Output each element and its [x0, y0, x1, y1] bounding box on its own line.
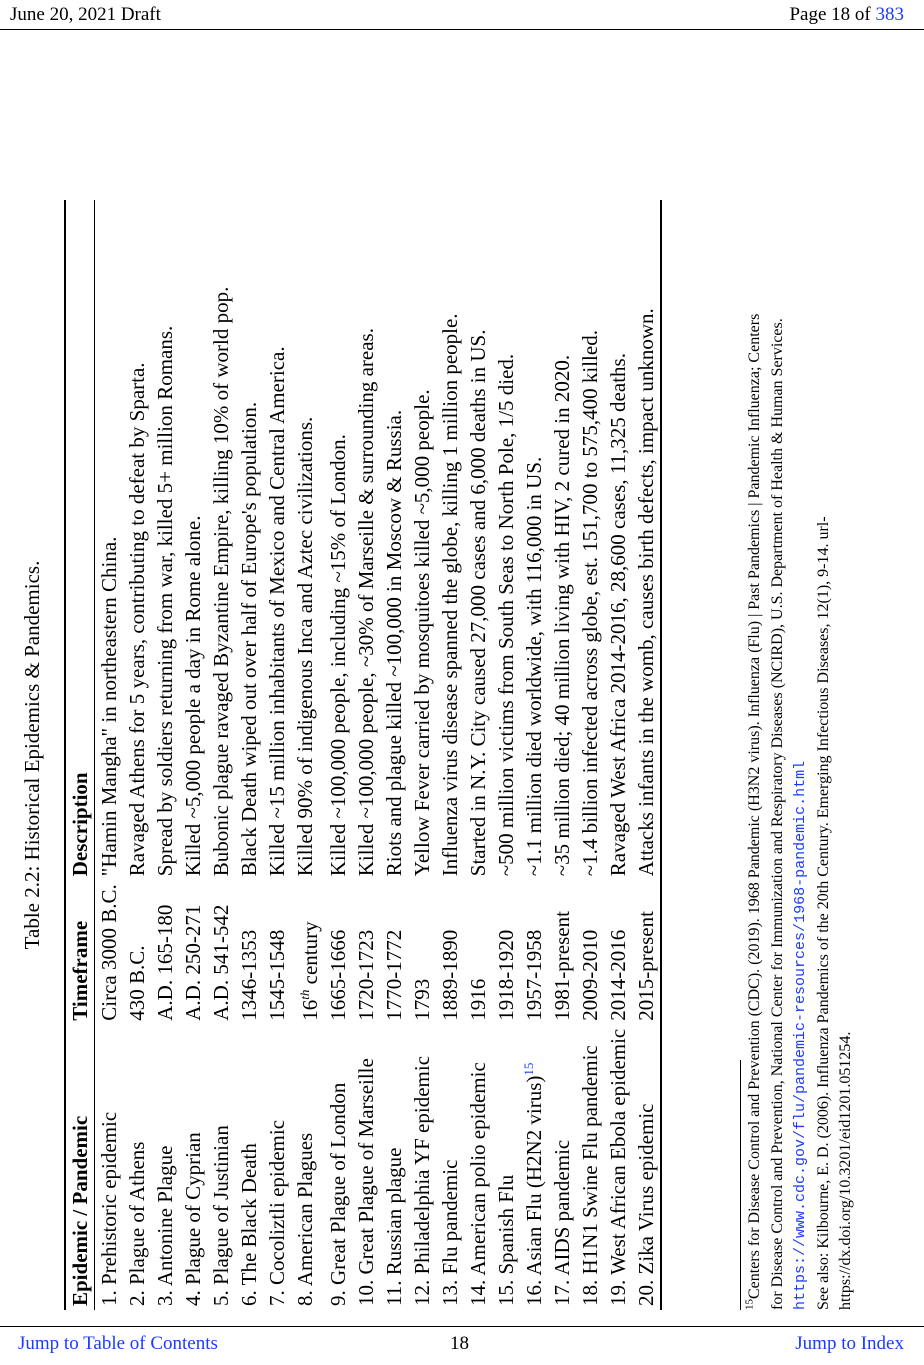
- table-row: [179, 200, 207, 1310]
- page-footer: [0, 1326, 924, 1365]
- timeframe-rest: century: [298, 921, 322, 990]
- cell-timeframe: 1957-1958: [522, 929, 546, 1021]
- footnote: [744, 50, 858, 1310]
- cell-description: Bubonic plague ravaged Byzantine Empire, killing 10% of world pop.: [209, 286, 233, 877]
- cell-timeframe: 1916: [466, 978, 490, 1021]
- cell-description: Riots and plague killed ~100,000 in Moscow & Russia.: [382, 409, 406, 877]
- footnote-url-link[interactable]: https://www.cdc.gov/flu/pandemic-resources/1968-pandemic.html: [792, 760, 809, 1310]
- cell-description: Killed 90% of indigenous Inca and Aztec civilizations.: [293, 416, 317, 877]
- cell-description: Attacks infants in the womb, causes birth defects, impact unknown.: [632, 200, 661, 880]
- cell-timeframe: 2009-2010: [578, 929, 602, 1021]
- cell-timeframe: 2014-2016: [606, 929, 630, 1021]
- cell-description: ~35 million died; 40 million living with HIV, 2 cured in 2020.: [550, 354, 574, 877]
- table-row: [263, 200, 291, 1310]
- footnote-text-1: Centers for Disease Control and Prevention (CDC). (2019). 1968 Pandemic (H3N2 virus). Influenza (Flu) | Past Pandemics | Pandemic Influenza; Centers: [746, 313, 763, 1299]
- table-caption: Table 2.2: Historical Epidemics & Pandemics.: [20, 560, 44, 950]
- cell-epidemic: 15. Spanish Flu: [494, 1174, 518, 1306]
- table-row: [123, 200, 151, 1310]
- col-header-description: Description: [65, 200, 95, 880]
- cell-timeframe: 1545-1548: [265, 929, 289, 1021]
- table-row: [380, 200, 408, 1310]
- footnote-line-5[interactable]: https://dx.doi.org/10.3201/eid1201.051254.: [837, 1031, 854, 1310]
- footnote-line-1: [744, 50, 767, 1310]
- cell-timeframe: [291, 880, 324, 1025]
- table-row: [520, 200, 548, 1310]
- cell-epidemic: 7. Cocoliztli epidemic: [265, 1119, 289, 1306]
- cell-timeframe: 1720-1723: [354, 929, 378, 1021]
- cell-epidemic: 6. The Black Death: [237, 1143, 261, 1306]
- cell-timeframe: A.D. 250-271: [181, 904, 205, 1021]
- cell-epidemic: 18. H1N1 Swine Flu pandemic: [578, 1045, 602, 1306]
- table-row: [291, 200, 324, 1310]
- table-row: [492, 200, 520, 1310]
- table-row: [151, 200, 179, 1310]
- cell-timeframe: Circa 3000 B.C.: [97, 884, 121, 1021]
- cell-epidemic: 4. Plague of Cyprian: [181, 1132, 205, 1306]
- cell-description: Killed ~5,000 people a day in Rome alone.: [181, 515, 205, 877]
- footnote-line-2: for Disease Control and Prevention, National Center for Immunization and Respiratory Diseases (NCIRD), U.S. Department of Health & Human Services.: [768, 318, 786, 1310]
- cell-description: Influenza virus disease spanned the globe, killing 1 million people.: [438, 313, 462, 877]
- cell-epidemic: 1. Prehistoric epidemic: [97, 1111, 121, 1306]
- cell-epidemic: 2. Plague of Athens: [125, 1141, 149, 1306]
- index-link[interactable]: Jump to Index: [795, 1333, 904, 1354]
- table-row: [604, 200, 632, 1310]
- epidemics-table: [64, 200, 662, 1310]
- table-row: [464, 200, 492, 1310]
- cell-description: "Hamin Mangha" in northeastern China.: [97, 536, 121, 877]
- table-row: [207, 200, 235, 1310]
- table-row: [95, 200, 124, 1310]
- cell-epidemic: 3. Antonine Plague: [153, 1145, 177, 1306]
- rotated-table-page: [12, 20, 907, 1310]
- footnote-ref-link[interactable]: 15: [521, 1062, 536, 1076]
- total-pages-link[interactable]: 383: [875, 4, 904, 25]
- footnote-rule: [740, 1060, 741, 1310]
- footnote-line-4: See also: Kilbourne, E. D. (2006). Influenza Pandemics of the 20th Century. Emerging Infectious Diseases, 12(1), 9-14. url-: [814, 516, 832, 1310]
- timeframe-base: 16: [298, 999, 322, 1021]
- cell-description: ~1.4 billion infected across globe, est. 151,700 to 575,400 killed.: [578, 330, 602, 877]
- cell-timeframe: 2015-present: [632, 880, 661, 1025]
- table-row: [324, 200, 352, 1310]
- cell-description: ~1.1 million died worldwide, with 116,000 in US.: [522, 456, 546, 877]
- page-prefix: Page 18 of: [789, 4, 871, 25]
- toc-link[interactable]: Jump to Table of Contents: [18, 1333, 218, 1354]
- table-row: [235, 200, 263, 1310]
- col-header-epidemic: Epidemic / Pandemic: [65, 1025, 95, 1310]
- table-row: [632, 200, 661, 1310]
- cell-epidemic: 8. American Plagues: [293, 1132, 317, 1306]
- cell-epidemic: 9. Great Plague of London: [326, 1082, 350, 1306]
- cell-timeframe: 1889-1890: [438, 929, 462, 1021]
- table-row: [408, 200, 436, 1310]
- cell-timeframe: 1918-1920: [494, 929, 518, 1021]
- col-header-timeframe: Timeframe: [65, 880, 95, 1025]
- table-row: [548, 200, 576, 1310]
- cell-epidemic: 12. Philadelphia YF epidemic: [410, 1055, 434, 1306]
- cell-description: Spread by soldiers returning from war, killed 5+ million Romans.: [153, 325, 177, 877]
- cell-description: Ravaged West Africa 2014-2016, 28,600 cases, 11,325 deaths.: [606, 353, 630, 877]
- draft-date: June 20, 2021 Draft: [10, 4, 161, 25]
- page-number: 18: [450, 1333, 469, 1354]
- cell-timeframe: 1346-1353: [237, 929, 261, 1021]
- cell-epidemic: 17. AIDS pandemic: [550, 1139, 574, 1306]
- cell-description: Killed ~100,000 people, ~30% of Marseille & surrounding areas.: [354, 328, 378, 877]
- cell-epidemic: 10. Great Plague of Marseille: [354, 1058, 378, 1306]
- table-row: [352, 200, 380, 1310]
- cell-description: Started in N.Y. City caused 27,000 cases and 6,000 deaths in US.: [466, 329, 490, 877]
- footnote-mark: 15: [743, 1299, 756, 1310]
- cell-timeframe: A.D. 541-542: [209, 904, 233, 1021]
- cell-epidemic: 13. Flu pandemic: [438, 1159, 462, 1306]
- table-row: [576, 200, 604, 1310]
- cell-description: Killed ~15 million inhabitants of Mexico and Central America.: [265, 346, 289, 877]
- cell-description: Black Death wiped out over half of Europe's population.: [237, 401, 261, 877]
- cell-description: Ravaged Athens for 5 years, contributing to defeat by Sparta.: [125, 362, 149, 877]
- cell-epidemic: 19. West African Ebola epidemic: [606, 1028, 630, 1306]
- timeframe-ordinal: th: [297, 989, 312, 1000]
- table-header-row: [65, 200, 95, 1310]
- table-row: [436, 200, 464, 1310]
- cell-description: Yellow Fever carried by mosquitoes killed ~5,000 people.: [410, 389, 434, 877]
- cell-timeframe: 1770-1772: [382, 929, 406, 1021]
- cell-timeframe: 1665-1666: [326, 929, 350, 1021]
- cell-epidemic: 16. Asian Flu (H2N2 virus)$^{15}$: [521, 1062, 546, 1306]
- cell-timeframe: 430 B.C.: [125, 945, 149, 1021]
- cell-description: ~500 million victims from South Seas to North Pole, 1/5 died.: [494, 353, 518, 877]
- cell-epidemic: 20. Zika Virus epidemic: [632, 1025, 661, 1310]
- cell-epidemic: 11. Russian plague: [382, 1147, 406, 1306]
- cell-epidemic: 5. Plague of Justinian: [209, 1125, 233, 1306]
- cell-timeframe: 1981-present: [550, 911, 574, 1021]
- cell-timeframe: 1793: [410, 978, 434, 1021]
- cell-epidemic: 14. American polio epidemic: [466, 1062, 490, 1306]
- cell-description: Killed ~100,000 people, including ~15% of London.: [326, 434, 350, 877]
- footnote-line-3: [789, 50, 813, 1310]
- cell-timeframe: A.D. 165-180: [153, 904, 177, 1021]
